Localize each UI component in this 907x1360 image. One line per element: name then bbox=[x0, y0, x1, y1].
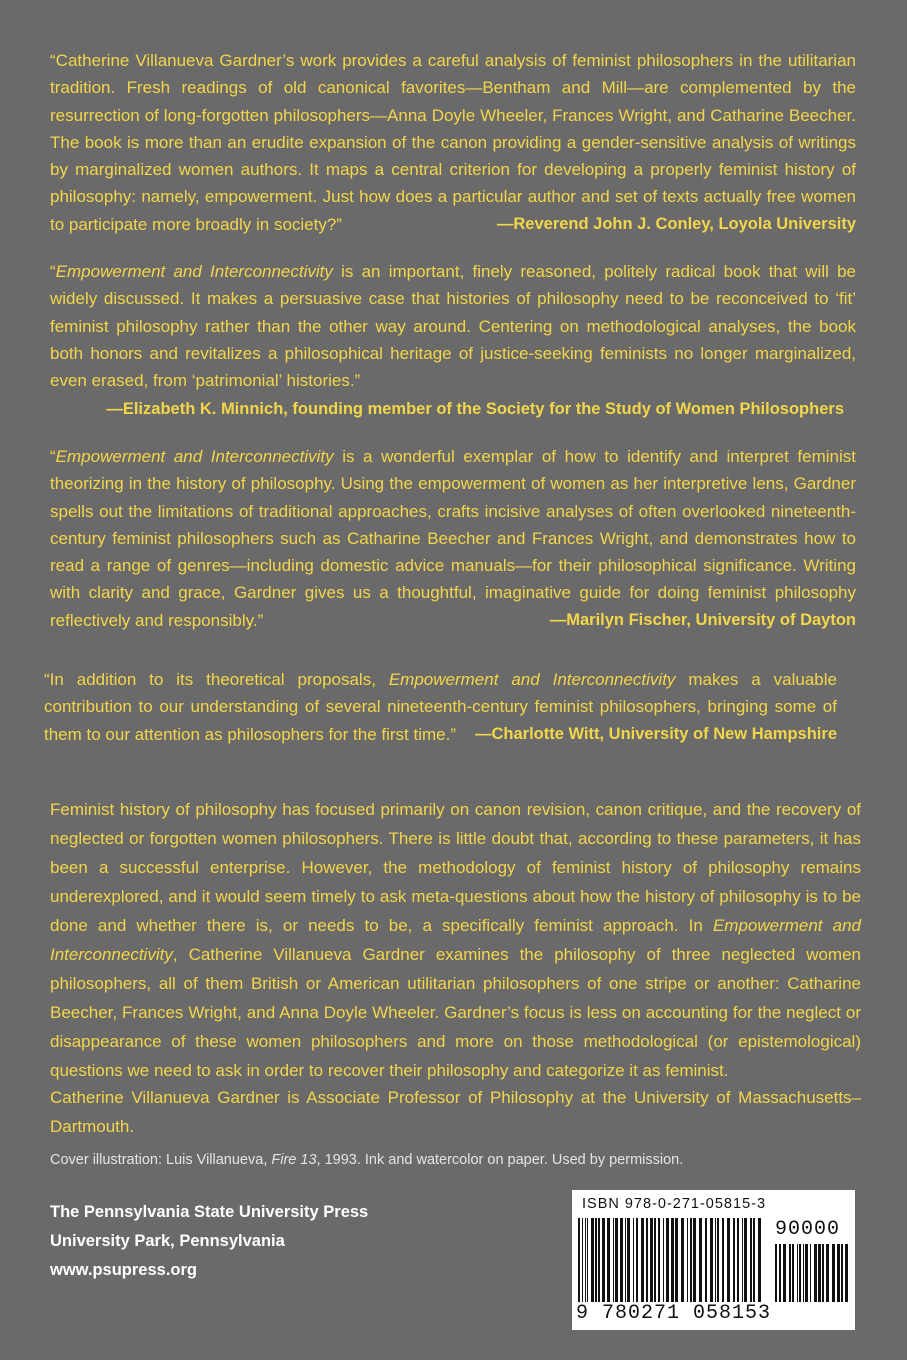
barcode-bar bbox=[654, 1218, 656, 1302]
blurb-quote-3-attribution: —Marilyn Fischer, University of Dayton bbox=[549, 610, 856, 629]
barcode-bar bbox=[693, 1218, 696, 1302]
barcode-bar bbox=[841, 1244, 843, 1302]
cover-credit-before: Cover illustration: Luis Villanueva, bbox=[50, 1152, 272, 1168]
barcode-bar bbox=[845, 1244, 848, 1302]
barcode-bar bbox=[753, 1218, 755, 1302]
isbn-label: ISBN 978-0-271-05815-3 bbox=[582, 1196, 767, 1212]
barcode-bar bbox=[715, 1218, 716, 1302]
barcode-bar bbox=[799, 1244, 801, 1302]
blurb-quote-1-attribution: —Reverend John J. Conley, Loyola University bbox=[496, 214, 856, 233]
barcode-bar bbox=[779, 1244, 781, 1302]
book-description-before: Feminist history of philosophy has focused primarily on canon revision, canon critique, and the recovery of neglected or forgotten women philosophers. There is little doubt that, according to these parameters, it has been a successful enterprise. However, the methodology of feminist history of philosophy remains underexplored, and it would seem timely to ask meta-questions about how the history of philosophy is to be done and whether there is, or needs to be, a specifically feminist approach. In bbox=[50, 800, 861, 935]
isbn-digits: 9 780271 058153 bbox=[576, 1302, 772, 1325]
blurb-quote-4-before: “In addition to its theoretical proposals, bbox=[44, 670, 389, 689]
publisher-block bbox=[50, 1198, 368, 1285]
blurb-quote-3-title: Empowerment and Interconnectivity bbox=[55, 447, 334, 466]
barcode-bar bbox=[837, 1244, 840, 1302]
barcode-bar bbox=[591, 1218, 594, 1302]
barcode-bar bbox=[587, 1218, 588, 1302]
blurb-quote-4-attribution: —Charlotte Witt, University of New Hampshire bbox=[475, 724, 837, 743]
barcode-bar bbox=[789, 1244, 791, 1302]
barcode-bar bbox=[792, 1244, 794, 1302]
blurb-quote-4-title: Empowerment and Interconnectivity bbox=[388, 670, 676, 689]
cover-credit bbox=[50, 1152, 683, 1168]
barcode-bar bbox=[598, 1218, 600, 1302]
publisher-name: The Pennsylvania State University Press bbox=[50, 1203, 369, 1221]
barcode-bar bbox=[582, 1218, 583, 1302]
barcode-bar bbox=[636, 1218, 638, 1302]
barcode-bar bbox=[810, 1244, 811, 1302]
blurb-quote-2-text: is an important, finely reasoned, politely radical book that will be widely discussed. It makes a persuasive case that histories of philosophy need to be reconceived to ‘fit’ feminist philosophy rather than the other way around. Centering on methodological analyses, the book both honors and revitalizes a philosophical heritage of justice-seeking feminists no longer marginalized, even erased, from ‘patrimonial’ histories.” bbox=[50, 262, 856, 391]
blurb-quote-2-title: Empowerment and Interconnectivity bbox=[55, 262, 333, 281]
barcode-bar bbox=[803, 1244, 804, 1302]
barcode-bar bbox=[620, 1218, 623, 1302]
barcode-bar bbox=[613, 1218, 614, 1302]
barcode-bar bbox=[681, 1218, 684, 1302]
barcode-bar bbox=[818, 1244, 821, 1302]
barcode-bar bbox=[687, 1218, 688, 1302]
barcode-bar bbox=[750, 1218, 752, 1302]
barcode-bar bbox=[607, 1218, 610, 1302]
blurb-quote-1-text: “Catherine Villanueva Gardner’s work provides a careful analysis of feminist philosophers in the utilitarian tradition. Fresh readings of old canonical favorites—Bentham and Mill—are complemented by the resurrection of long-forgotten philosophers—Anna Doyle Wheeler, Frances Wright, and Catharine Beecher. The book is more than an erudite expansion of the canon providing a gender-sensitive analysis of writings by marginalized women authors. It maps a central criterion for developing a properly feminist history of philosophy: namely, empowerment. Just how does a particular author and set of texts actually free women to participate more broadly in society?” bbox=[50, 51, 856, 234]
barcode-bar bbox=[717, 1218, 719, 1302]
barcode-bar bbox=[646, 1218, 648, 1302]
publisher-location: University Park, Pennsylvania bbox=[50, 1232, 285, 1250]
barcode-bar bbox=[758, 1218, 761, 1302]
barcode-bar bbox=[641, 1218, 644, 1302]
blurb-quote-3 bbox=[50, 443, 856, 634]
barcode-bar bbox=[744, 1218, 747, 1302]
barcode-bar bbox=[666, 1218, 669, 1302]
barcode-bars-addon bbox=[775, 1244, 849, 1302]
barcode-bar bbox=[650, 1218, 653, 1302]
cover-credit-title: Fire 13 bbox=[271, 1152, 317, 1168]
barcode-bar bbox=[595, 1218, 597, 1302]
barcode-bar bbox=[633, 1218, 634, 1302]
blurb-quote-4-text: makes a valuable contribution to our understanding of several nineteenth-century feminist philosophers, bringing some of them to our attention as philosophers for the first time.” bbox=[44, 670, 837, 744]
barcode-bar bbox=[578, 1218, 580, 1302]
barcode-bar bbox=[625, 1218, 626, 1302]
publisher-website[interactable]: www.psupress.org bbox=[50, 1261, 198, 1279]
barcode-bar bbox=[671, 1218, 674, 1302]
barcode-bar bbox=[727, 1218, 730, 1302]
barcode-bar bbox=[797, 1244, 798, 1302]
barcode-bar bbox=[832, 1244, 835, 1302]
barcode-bar bbox=[783, 1244, 786, 1302]
barcode-bar bbox=[814, 1244, 817, 1302]
barcode-bar bbox=[805, 1244, 808, 1302]
blurb-quote-2-open: “ bbox=[50, 262, 56, 281]
barcode-bar bbox=[722, 1218, 724, 1302]
barcode-bar bbox=[615, 1218, 618, 1302]
isbn-barcode bbox=[572, 1190, 855, 1330]
barcode-bar bbox=[627, 1218, 630, 1302]
barcode-bar bbox=[663, 1218, 664, 1302]
barcode-bar bbox=[658, 1218, 660, 1302]
barcode-bar bbox=[826, 1244, 829, 1302]
barcode-bar bbox=[733, 1218, 735, 1302]
barcode-bar bbox=[710, 1218, 713, 1302]
book-description-after: , Catherine Villanueva Gardner examines the philosophy of three neglected women philosophers, all of them British or American utilitarian philosophers of one stripe or another: Catharine Beecher, Frances Wright, and Anna Doyle Wheeler. Gardner’s focus is less on accounting for the neglect or disappearance of these women philosophers and more on those methodological (or epistemological) questions we need to ask in order to recover their philosophy and categorize it as feminist. bbox=[50, 945, 861, 1080]
barcode-bar bbox=[822, 1244, 824, 1302]
blurb-quote-4 bbox=[44, 666, 837, 748]
price-code: 90000 bbox=[775, 1218, 841, 1241]
barcode-bar bbox=[602, 1218, 605, 1302]
cover-credit-after: , 1993. Ink and watercolor on paper. Used by permission. bbox=[316, 1152, 684, 1168]
book-description-title: Empowerment and Interconnectivity bbox=[50, 916, 861, 964]
barcode-bar bbox=[675, 1218, 678, 1302]
barcode-bar bbox=[737, 1218, 739, 1302]
author-bio: Catherine Villanueva Gardner is Associate Professor of Philosophy at the University of Massachusetts–Dartmouth. bbox=[50, 1088, 861, 1136]
blurb-quote-2-attribution: —Elizabeth K. Minnich, founding member of the Society for the Study of Women Philosophers bbox=[106, 400, 844, 419]
book-description bbox=[50, 795, 861, 1085]
barcode-bar bbox=[585, 1218, 586, 1302]
barcode-bar bbox=[705, 1218, 707, 1302]
barcode-bar bbox=[775, 1244, 777, 1302]
barcode-bar bbox=[742, 1218, 743, 1302]
barcode-bar bbox=[690, 1218, 692, 1302]
blurb-quote-1 bbox=[50, 47, 856, 238]
barcode-bars-main bbox=[578, 1218, 764, 1302]
barcode-bar bbox=[699, 1218, 702, 1302]
blurb-quote-3-text: is a wonderful exemplar of how to identify and interpret feminist theorizing in the history of philosophy. Using the empowerment of women as her interpretive lens, Gardner spells out the limitations of traditional approaches, crafts incisive analyses of often overlooked nineteenth-century feminist philosophers such as Catharine Beecher and Frances Wright, and demonstrates how to read a range of genres—including domestic advice manuals—for their philosophical significance. Writing with clarity and grace, Gardner gives us a thoughtful, imaginative guide for doing feminist philosophy reflectively and responsibly.” bbox=[50, 447, 856, 630]
blurb-quote-2 bbox=[50, 258, 856, 424]
blurb-quote-3-open: “ bbox=[50, 447, 56, 466]
